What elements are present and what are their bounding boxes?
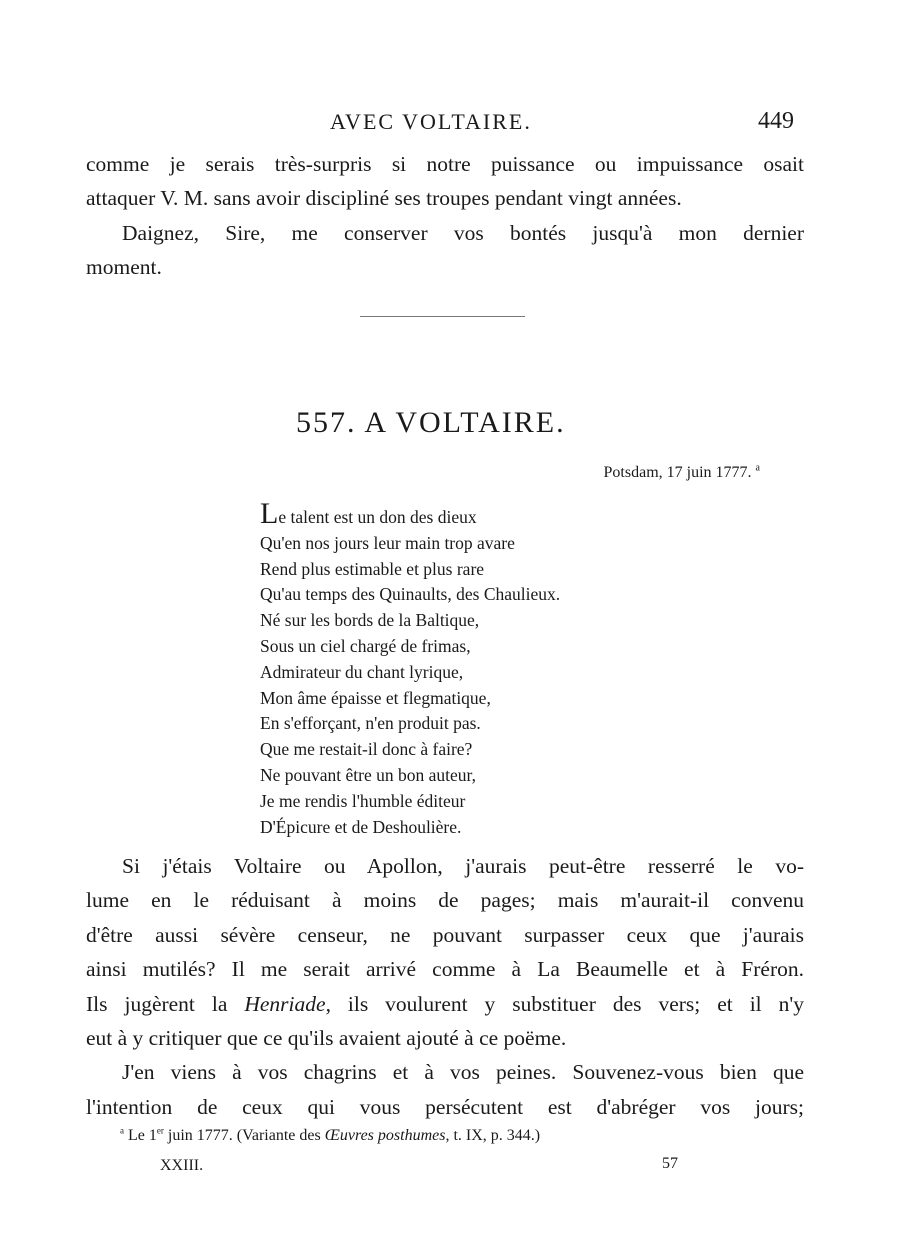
poem-line: [260, 497, 560, 531]
poem-line: Que me restait-il donc à faire?: [260, 739, 473, 760]
prose-line: Si j'étais Voltaire ou Apollon, j'aurais peut-être resserré le vo-: [122, 854, 804, 878]
poem-line: Rend plus estimable et plus rare: [260, 558, 485, 579]
poem: [260, 497, 561, 840]
text: , t. IX, p. 344.): [445, 1127, 541, 1144]
poem-line: Sous un ciel chargé de frimas,: [260, 635, 471, 656]
section-divider: [360, 316, 525, 317]
prose-line: attaquer V. M. sans avoir discipliné ses troupes pendant vingt années.: [86, 186, 682, 211]
prose-line: lume en le réduisant à moins de pages; mais m'aurait-il convenu: [86, 888, 804, 913]
poem-line: Ne pouvant être un bon auteur,: [260, 764, 477, 785]
prose-line: moment.: [86, 255, 162, 280]
poem-line: D'Épicure et de Deshoulière.: [260, 816, 462, 837]
poem-line: Je me rendis l'humble éditeur: [260, 790, 466, 811]
dateline: [604, 462, 760, 484]
work-title: Œuvres posthumes: [324, 1127, 446, 1144]
poem-line: Qu'en nos jours leur main trop avare: [260, 532, 515, 553]
prose-line: [86, 987, 804, 1021]
poem-line: Qu'au temps des Quinaults, des Chaulieux.: [260, 584, 561, 605]
footnote-ref: a: [755, 462, 760, 474]
continued-prose: [86, 147, 804, 285]
poem-line: En s'efforçant, n'en produit pas.: [260, 713, 481, 734]
poem-line: Né sur les bords de la Baltique,: [260, 610, 480, 631]
signature-mark: 57: [662, 1155, 678, 1172]
letter-body: [86, 849, 804, 1124]
text: , ils voulurent y substituer des vers; et il n'y: [325, 991, 804, 1016]
poem-line: Mon âme épaisse et flegmatique,: [260, 687, 491, 708]
prose-line: ainsi mutilés? Il me serait arrivé comme à La Beaumelle et à Fréron.: [86, 957, 804, 982]
text: er: [156, 1125, 164, 1136]
work-title: Henriade: [244, 991, 326, 1016]
poem-line: Admirateur du chant lyrique,: [260, 661, 464, 682]
footnote: [120, 1126, 540, 1146]
running-title: AVEC VOLTAIRE.: [330, 109, 532, 134]
prose-line: J'en viens à vos chagrins et à vos peines. Souvenez-vous bien que: [122, 1060, 804, 1085]
letter-title: 557. A VOLTAIRE.: [296, 406, 566, 439]
poem-line-text: e talent est un don des dieux: [278, 507, 477, 527]
prose-line: comme je serais très-surpris si notre puissance ou impuissance osait: [86, 152, 804, 176]
text: juin 1777. (Variante des: [163, 1127, 325, 1144]
volume-number: XXIII.: [160, 1157, 204, 1174]
prose-line: eut à y critiquer que ce qu'ils avaient ajouté à ce poëme.: [86, 1025, 567, 1050]
drop-initial: L: [260, 497, 279, 530]
prose-line: d'être aussi sévère censeur, ne pouvant surpasser ceux que j'aurais: [86, 922, 804, 947]
dateline-text: Potsdam, 17 juin 1777.: [603, 464, 752, 481]
text: Le 1: [128, 1127, 157, 1144]
page-number: 449: [758, 108, 794, 134]
prose-line: Daignez, Sire, me conserver vos bontés jusqu'à mon dernier: [122, 220, 804, 245]
text: Ils jugèrent la: [86, 991, 245, 1016]
prose-line: l'intention de ceux qui vous persécutent est d'abréger vos jours;: [86, 1094, 804, 1119]
footnote-marker: a: [120, 1125, 124, 1136]
